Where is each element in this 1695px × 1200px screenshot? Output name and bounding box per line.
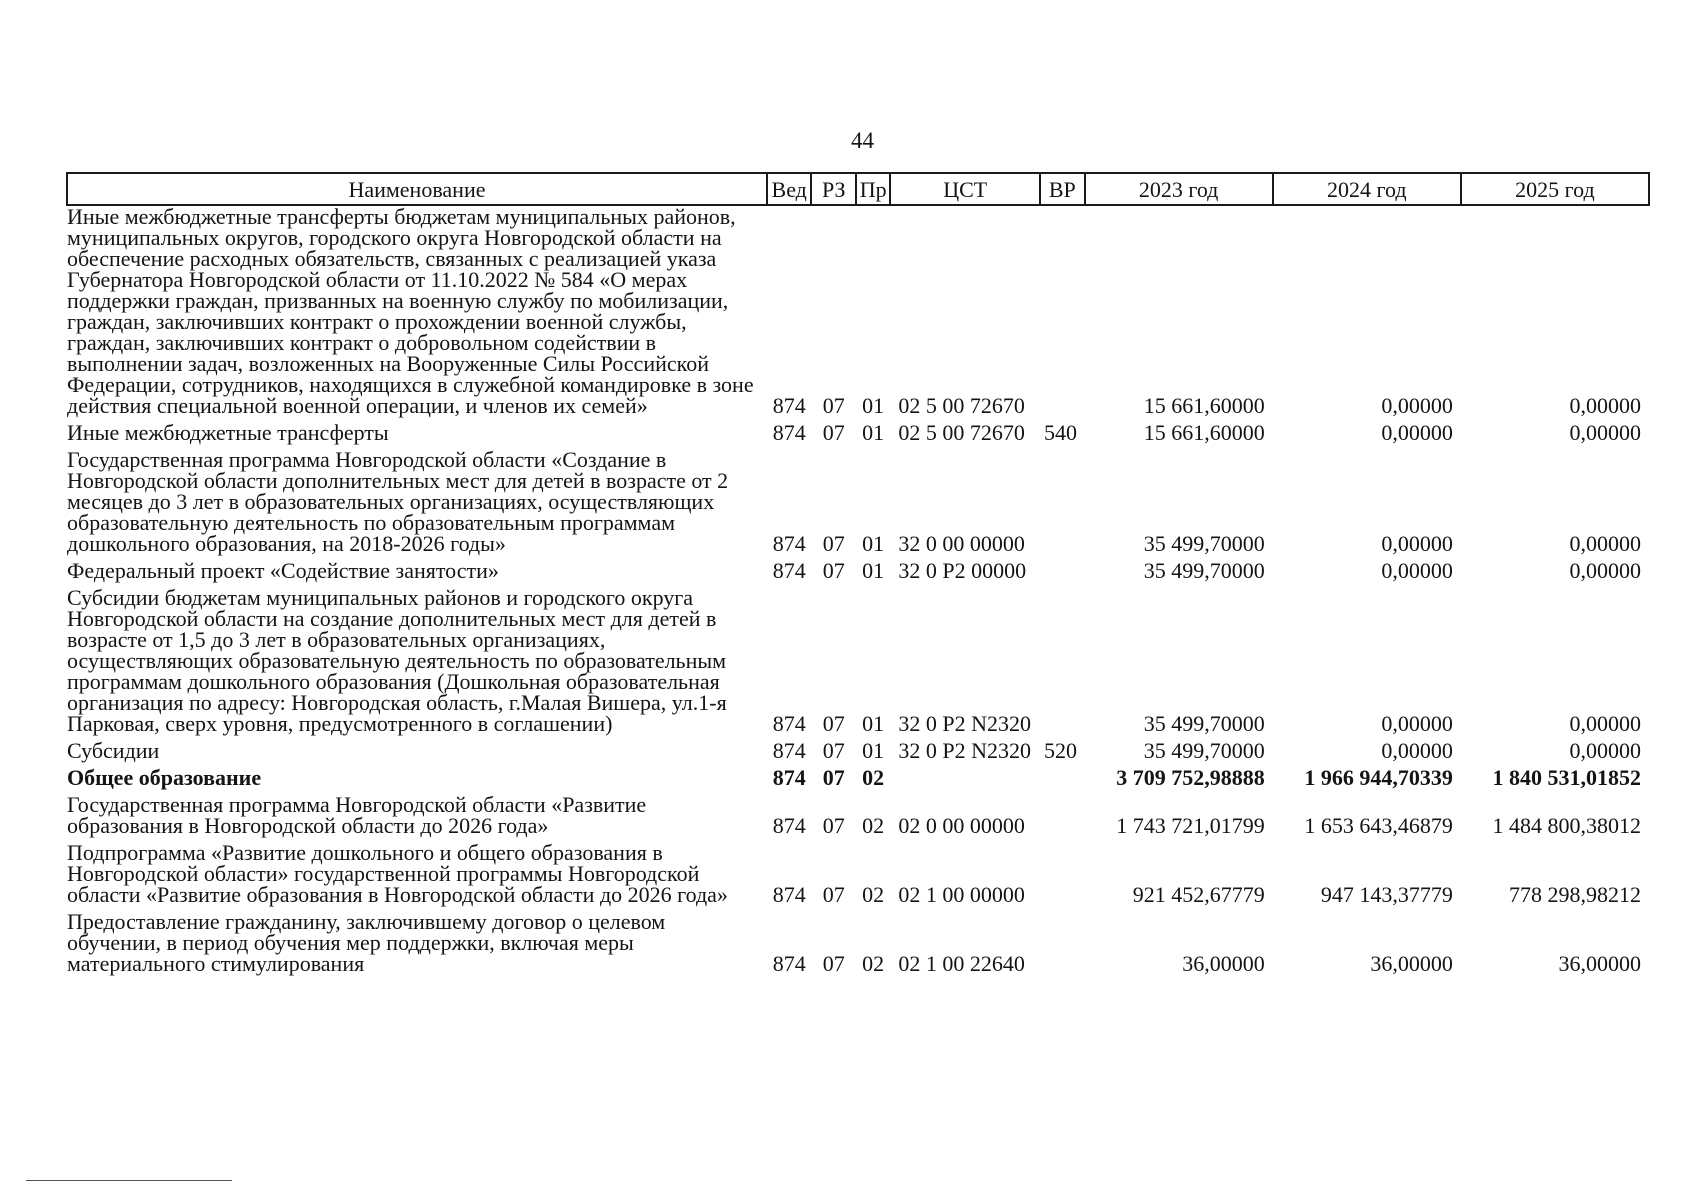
- row-vr: 540: [1044, 420, 1078, 445]
- row-vr: [1040, 794, 1085, 842]
- table-row: [67, 587, 1649, 740]
- row-ved: 874: [772, 711, 806, 736]
- row-rz: 07: [822, 420, 845, 445]
- footer-divider: [26, 1180, 232, 1181]
- table-row: [67, 911, 1649, 980]
- row-pr: 01: [862, 558, 885, 583]
- row-2024: 0,00000: [1381, 531, 1453, 556]
- row-vr: [1040, 205, 1085, 422]
- row-vr: 520: [1044, 738, 1078, 763]
- row-2024: 36,00000: [1370, 951, 1453, 976]
- row-vr: [1040, 767, 1085, 794]
- row-2025: 0,00000: [1569, 531, 1641, 556]
- row-2023: 35 499,70000: [1143, 531, 1265, 556]
- row-rz: 07: [822, 951, 845, 976]
- row-name: Государственная программа Новгородской области «Развитие образования в Новгородской области до 2026 года»: [67, 792, 647, 838]
- row-pr: 02: [862, 813, 885, 838]
- row-ved: 874: [772, 738, 806, 763]
- row-name: Иные межбюджетные трансферты бюджетам муниципальных районов, муниципальных округов, городского округа Новгородской области на обеспечение расходных обязательств, связанных с реализацией указа Губернатора Новгородской области от 11.10.2022 № 584 «О мерах поддержки граждан, призванных на военную службу по мобилизации, граждан, заключивших контракт о прохождении военной службы, граждан, заключивших контракт о добровольном содействии в выполнении задач, возложенных на Вооруженные Силы Российской Федерации, сотрудников, находящихся в служебной командировке в зоне действия специальной военной операции, и членов их семей»: [67, 204, 754, 418]
- row-vr: [1040, 842, 1085, 911]
- row-vr: [1040, 560, 1085, 587]
- header-2024: 2024 год: [1273, 173, 1461, 205]
- row-2025: 0,00000: [1569, 558, 1641, 583]
- row-pr: 01: [862, 738, 885, 763]
- row-2023: 35 499,70000: [1143, 738, 1265, 763]
- row-pr: 01: [862, 420, 885, 445]
- row-name: Общее образование: [67, 765, 262, 790]
- row-cst: 32 0 P2 00000: [898, 558, 1027, 583]
- row-cst: 32 0 P2 N2320: [898, 738, 1031, 763]
- row-rz: 07: [822, 558, 845, 583]
- row-cst: 02 5 00 72670: [898, 420, 1025, 445]
- row-2025: 1 484 800,38012: [1492, 813, 1641, 838]
- row-rz: 07: [822, 738, 845, 763]
- row-vr: [1040, 911, 1085, 980]
- row-2023: 15 661,60000: [1143, 393, 1265, 418]
- header-pr: Пр: [856, 173, 890, 205]
- table-row: [67, 449, 1649, 560]
- row-rz: 07: [822, 531, 845, 556]
- row-rz: 07: [822, 882, 845, 907]
- row-name: Предоставление гражданину, заключившему договор о целевом обучении, в период обучения мер поддержки, включая меры материального стимулирования: [67, 909, 666, 976]
- row-rz: 07: [822, 813, 845, 838]
- header-rz: РЗ: [811, 173, 856, 205]
- table-row: [67, 740, 1649, 767]
- row-cst: 02 5 00 72670: [898, 393, 1025, 418]
- row-name: Федеральный проект «Содействие занятости»: [67, 558, 499, 583]
- header-name: Наименование: [67, 173, 767, 205]
- row-2023: 1 743 721,01799: [1116, 813, 1265, 838]
- row-cst: 02 1 00 22640: [898, 951, 1025, 976]
- row-2023: 36,00000: [1182, 951, 1265, 976]
- row-2024: 1 653 643,46879: [1304, 813, 1453, 838]
- row-ved: 874: [772, 882, 806, 907]
- row-2025: 1 840 531,01852: [1492, 765, 1641, 790]
- row-name: Субсидии бюджетам муниципальных районов и городского округа Новгородской области на создание дополнительных мест для детей в возрасте от 1,5 до 3 лет в образовательных организациях, осуществляющих образовательную деятельность по образовательным программам дошкольного образования (Дошкольная образовательная организация по адресу: Новгородская область, г.Малая Вишера, ул.1-я Парковая, сверх уровня, предусмотренного в соглашении): [67, 585, 727, 736]
- table-row: [67, 205, 1649, 422]
- row-2024: 0,00000: [1381, 420, 1453, 445]
- row-2024: 1 966 944,70339: [1304, 765, 1453, 790]
- row-2025: 0,00000: [1569, 420, 1641, 445]
- budget-table: [66, 172, 1650, 980]
- row-ved: 874: [772, 951, 806, 976]
- row-2023: 35 499,70000: [1143, 558, 1265, 583]
- row-2025: 36,00000: [1558, 951, 1641, 976]
- table-row: [67, 560, 1649, 587]
- table-row: [67, 422, 1649, 449]
- row-cst: 32 0 00 00000: [898, 531, 1025, 556]
- row-name: Иные межбюджетные трансферты: [67, 420, 389, 445]
- row-2025: 0,00000: [1569, 393, 1641, 418]
- table-header-row: [67, 173, 1649, 205]
- row-2025: 0,00000: [1569, 711, 1641, 736]
- row-2023: 35 499,70000: [1143, 711, 1265, 736]
- row-rz: 07: [822, 765, 845, 790]
- row-ved: 874: [772, 531, 806, 556]
- row-rz: 07: [822, 711, 845, 736]
- row-pr: 01: [862, 531, 885, 556]
- header-2025: 2025 год: [1461, 173, 1649, 205]
- row-cst: 32 0 P2 N2320: [898, 711, 1031, 736]
- row-2024: 0,00000: [1381, 558, 1453, 583]
- header-ved: Вед: [767, 173, 812, 205]
- header-vr: ВР: [1040, 173, 1085, 205]
- row-2023: 3 709 752,98888: [1116, 765, 1265, 790]
- row-2023: 15 661,60000: [1143, 420, 1265, 445]
- row-name: Подпрограмма «Развитие дошкольного и общего образования в Новгородской области» государственной программы Новгородской области «Развитие образования в Новгородской области до 2026 года»: [67, 840, 728, 907]
- table-body: [67, 205, 1649, 980]
- row-2024: 0,00000: [1381, 393, 1453, 418]
- table-row: [67, 842, 1649, 911]
- row-pr: 02: [862, 765, 885, 790]
- row-cst: [890, 767, 1040, 794]
- row-name: Субсидии: [67, 738, 160, 763]
- row-name: Государственная программа Новгородской области «Создание в Новгородской области дополнительных мест для детей в возрасте от 2 месяцев до 3 лет в образовательных организациях, осуществляющих образовательную деятельность по образовательным программам дошкольного образования, на 2018-2026 годы»: [67, 447, 729, 556]
- row-2025: 0,00000: [1569, 738, 1641, 763]
- row-2024: 0,00000: [1381, 738, 1453, 763]
- row-pr: 01: [862, 711, 885, 736]
- row-cst: 02 0 00 00000: [898, 813, 1025, 838]
- header-cst: ЦСТ: [890, 173, 1040, 205]
- row-vr: [1040, 587, 1085, 740]
- page-number: 44: [851, 128, 874, 153]
- row-2024: 0,00000: [1381, 711, 1453, 736]
- row-ved: 874: [772, 558, 806, 583]
- header-2023: 2023 год: [1085, 173, 1273, 205]
- row-cst: 02 1 00 00000: [898, 882, 1025, 907]
- row-2024: 947 143,37779: [1320, 882, 1453, 907]
- row-pr: 02: [862, 951, 885, 976]
- row-ved: 874: [772, 393, 806, 418]
- table-row: [67, 794, 1649, 842]
- row-2023: 921 452,67779: [1132, 882, 1265, 907]
- row-vr: [1040, 449, 1085, 560]
- row-rz: 07: [822, 393, 845, 418]
- row-pr: 01: [862, 393, 885, 418]
- row-pr: 02: [862, 882, 885, 907]
- row-ved: 874: [772, 765, 806, 790]
- row-2025: 778 298,98212: [1509, 882, 1641, 907]
- table-row: [67, 767, 1649, 794]
- row-ved: 874: [772, 420, 806, 445]
- row-ved: 874: [772, 813, 806, 838]
